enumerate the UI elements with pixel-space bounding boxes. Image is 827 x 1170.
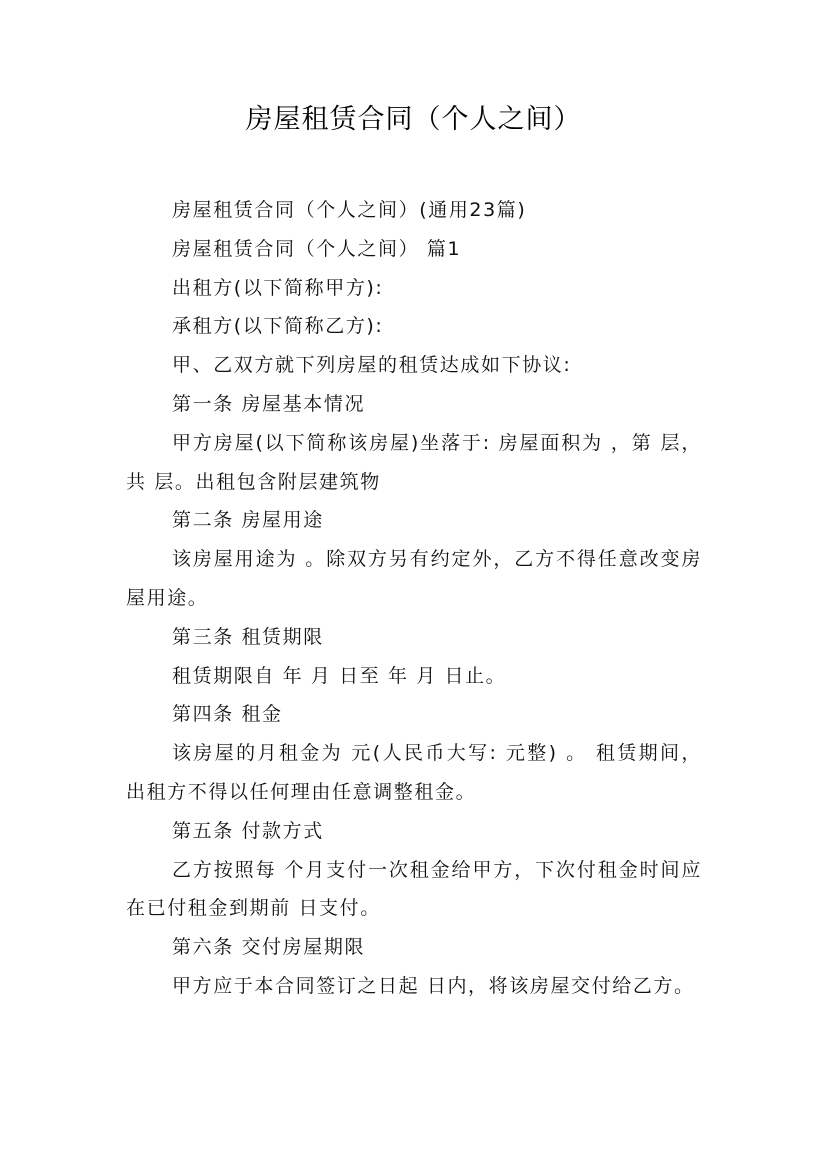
article-2-text: 该房屋用途为 。除双方另有约定外，乙方不得任意改变房屋用途。 <box>126 548 702 609</box>
paragraph-lessee: 承租方(以下简称乙方): <box>172 315 384 338</box>
paragraph-section-heading: 房屋租赁合同（个人之间） 篇1 <box>172 237 462 260</box>
article-2-heading: 第二条 房屋用途 <box>172 509 324 532</box>
document-title: 房屋租赁合同（个人之间） <box>245 104 582 135</box>
paragraph-lessor: 出租方(以下简称甲方): <box>172 276 384 299</box>
article-5-text: 乙方按照每 个月支付一次租金给甲方，下次付租金时间应在已付租金到期前 日支付。 <box>126 858 702 920</box>
article-1-heading: 第一条 房屋基本情况 <box>172 392 366 415</box>
article-5-heading: 第五条 付款方式 <box>172 819 324 842</box>
article-3-heading: 第三条 租赁期限 <box>172 625 324 648</box>
document-body <box>126 191 702 1006</box>
article-4-text: 该房屋的月租金为 元(人民币大写: 元整) 。 租赁期间，出租方不得以任何理由任意调整租金。 <box>126 742 702 803</box>
paragraph-agreement-intro: 甲、乙双方就下列房屋的租赁达成如下协议: <box>172 354 572 377</box>
article-4-heading: 第四条 租金 <box>172 703 283 726</box>
article-3-text: 租赁期限自 年 月 日至 年 月 日止。 <box>172 664 507 687</box>
article-6-heading: 第六条 交付房屋期限 <box>172 936 366 959</box>
article-1-text: 甲方房屋(以下简称该房屋)坐落于: 房屋面积为 ，第 层，共 层。出租包含附层建筑物 <box>126 431 702 493</box>
article-6-text: 甲方应于本合同签订之日起 日内，将该房屋交付给乙方。 <box>172 974 695 997</box>
paragraph-subtitle: 房屋租赁合同（个人之间）(通用23篇) <box>172 199 527 221</box>
